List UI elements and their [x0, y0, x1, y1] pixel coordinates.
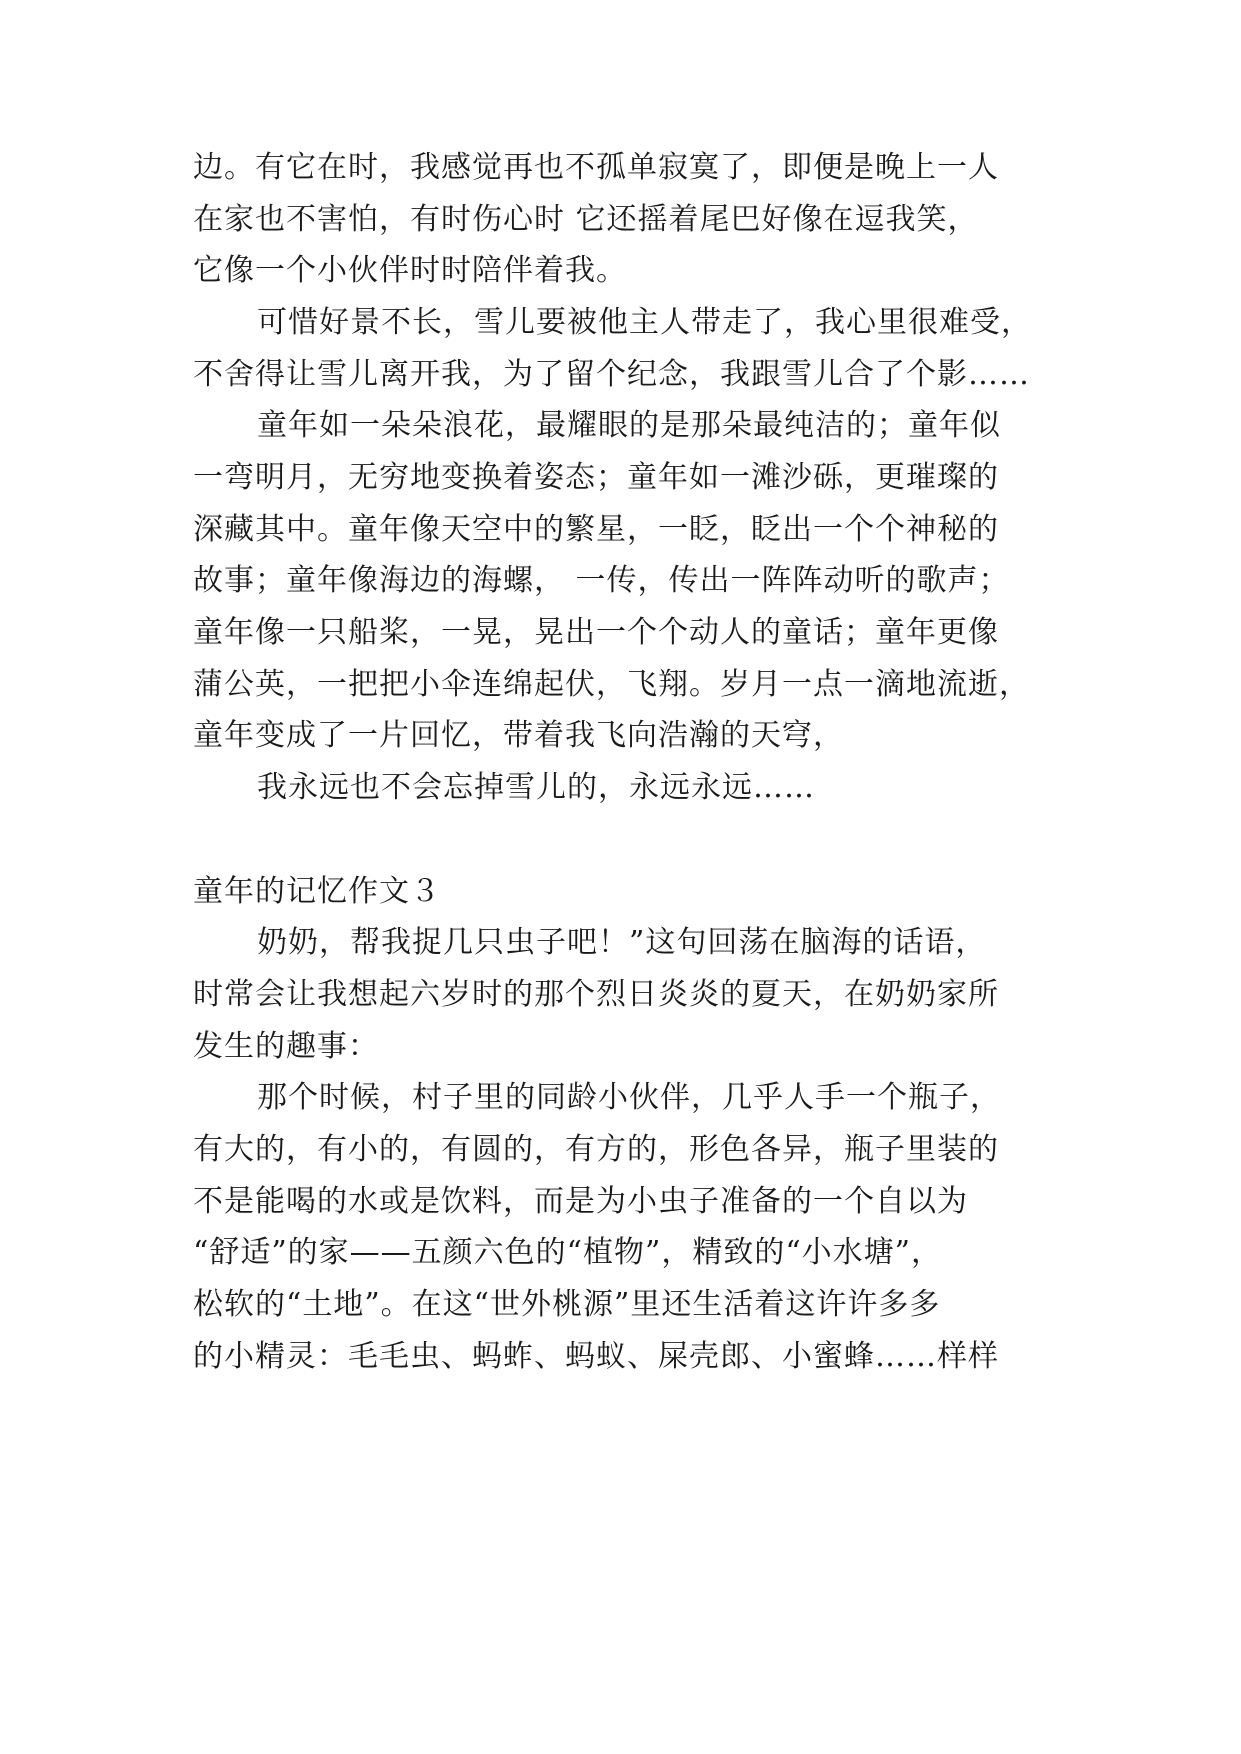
- text-line: 童年变成了一片回忆，带着我飞向浩瀚的天穹，: [193, 718, 844, 753]
- text-line: 的小精灵：毛毛虫、蚂蚱、蚂蚁、屎壳郎、小蜜蜂……样样: [193, 1339, 999, 1374]
- text-line: 松软的“土地”。在这“世外桃源”里还生活着这许许多多: [193, 1287, 941, 1322]
- text-line: 不是能喝的水或是饮料，而是为小虫子准备的一个自以为: [193, 1184, 968, 1219]
- text-line: 它像一个小伙伴时时陪伴着我。: [193, 253, 627, 288]
- text-line: “舒适”的家——五颜六色的“植物”，精致的“小水塘”，: [193, 1235, 943, 1270]
- text-line: 在家也不害怕，有时伤心时 它还摇着尾巴好像在逗我笑，: [193, 202, 979, 237]
- text-line: 我永远也不会忘掉雪儿的，永远永远……: [257, 770, 815, 805]
- text-line: 一弯明月，无穷地变换着姿态；童年如一滩沙砾，更璀璨的: [193, 460, 999, 495]
- text-line: 可惜好景不长，雪儿要被他主人带走了，我心里很难受，: [257, 305, 1032, 340]
- text-line: 故事；童年像海边的海螺， 一传，传出一阵阵动听的歌声；: [193, 563, 1010, 598]
- text-line: 奶奶，帮我捉几只虫子吧！”这句回荡在脑海的话语，: [257, 925, 987, 960]
- text-line: 蒲公英，一把把小伞连绵起伏，飞翔。岁月一点一滴地流逝，: [193, 667, 1030, 702]
- text-line: 童年像一只船桨，一晃，晃出一个个动人的童话；童年更像: [193, 615, 999, 650]
- text-line: 深藏其中。童年像天空中的繁星，一眨，眨出一个个神秘的: [193, 512, 999, 547]
- text-line: 那个时候，村子里的同龄小伙伴，几乎人手一个瓶子，: [257, 1080, 1001, 1115]
- text-line: 不舍得让雪儿离开我，为了留个纪念，我跟雪儿合了个影……: [193, 357, 1030, 392]
- text-line: 发生的趣事：: [193, 1029, 379, 1064]
- text-line: 边。有它在时，我感觉再也不孤单寂寞了，即便是晚上一人: [193, 150, 999, 185]
- text-line: 童年如一朵朵浪花，最耀眼的是那朵最纯洁的；童年似: [257, 408, 1001, 443]
- section-heading: 童年的记忆作文３: [193, 874, 441, 909]
- text-line: 有大的，有小的，有圆的，有方的，形色各异，瓶子里装的: [193, 1132, 999, 1167]
- text-line: 时常会让我想起六岁时的那个烈日炎炎的夏天，在奶奶家所: [193, 977, 999, 1012]
